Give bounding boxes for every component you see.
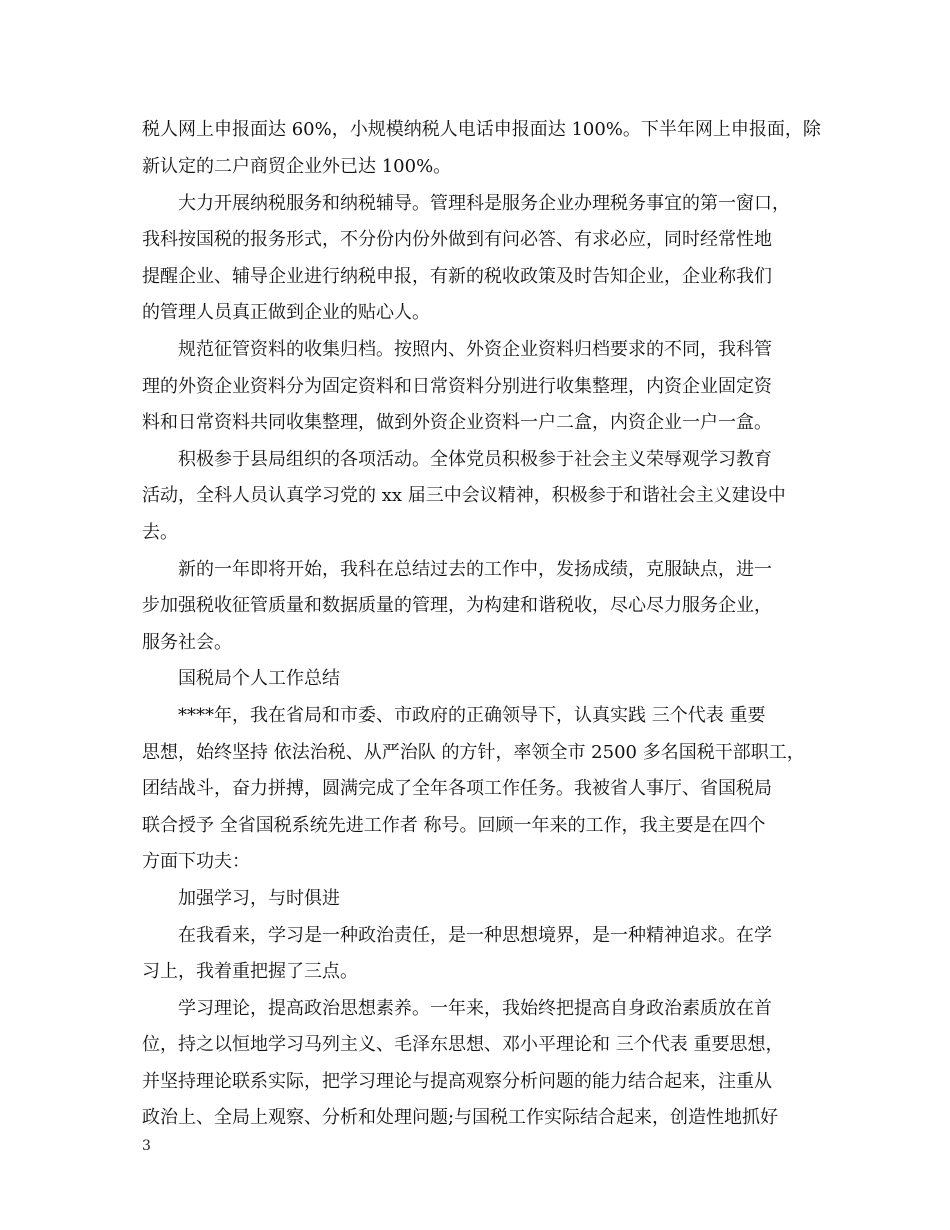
paragraph-start-line: 大力开展纳税服务和纳税辅导。管理科是服务企业办理税务事宜的第一窗口， [178,193,790,214]
text-line: 新认定的二户商贸企业外已达 100%。 [142,156,452,177]
subsection-title: 加强学习，与时俱进 [178,888,340,909]
paragraph-start-line: 规范征管资料的收集归档。按照内、外资企业资料归档要求的不同，我科管 [178,339,772,360]
text-line: 服务社会。 [142,632,232,653]
text-line: 去。 [142,522,178,543]
text-line: 料和日常资料共同收集整理，做到外资企业资料一户二盒，内资企业一户一盒。 [142,412,772,433]
paragraph-start-line: 积极参于县局组织的各项活动。全体党员积极参于社会主义荣辱观学习教育 [178,449,772,470]
text-line: 理的外资企业资料分为固定资料和日常资料分别进行收集整理，内资企业固定资 [142,376,772,397]
text-line: 活动，全科人员认真学习党的 xx 届三中会议精神，积极参于和谐社会主义建设中 [142,485,786,506]
text-line: 税人网上申报面达 60%，小规模纳税人电话申报面达 100%。下半年网上申报面，除 [142,119,821,140]
page-number: 3 [142,1138,151,1154]
text-line: 习上，我着重把握了三点。 [142,961,358,982]
paragraph-start-line: ****年，我在省局和市委、市政府的正确领导下，认真实践 三个代表 重要 [178,705,766,726]
text-line: 政治上、全局上观察、分析和处理问题;与国税工作实际结合起来，创造性地抓好 [142,1107,779,1128]
text-line: 位，持之以恒地学习马列主义、毛泽东思想、邓小平理论和 三个代表 重要思想， [142,1034,784,1055]
text-line: 的管理人员真正做到企业的贴心人。 [142,302,430,323]
paragraph-start-line: 在我看来，学习是一种政治责任，是一种思想境界，是一种精神追求。在学 [178,925,772,946]
text-line: 方面下功夫： [142,851,250,872]
text-line: 思想，始终坚持 依法治税、从严治队 的方针，率领全市 2500 多名国税干部职工， [142,742,805,763]
text-line: 联合授予 全省国税系统先进工作者 称号。回顾一年来的工作，我主要是在四个 [142,815,766,836]
paragraph-start-line: 学习理论，提高政治思想素养。一年来，我始终把提高自身政治素质放在首 [178,998,772,1019]
paragraph-start-line: 新的一年即将开始，我科在总结过去的工作中，发扬成绩，克服缺点，进一 [178,559,772,580]
text-line: 我科按国税的报务形式，不分份内份外做到有问必答、有求必应，同时经常性地 [142,229,772,250]
text-line: 提醒企业、辅导企业进行纳税申报，有新的税收政策及时告知企业，企业称我们 [142,266,772,287]
text-line: 步加强税收征管质量和数据质量的管理，为构建和谐税收，尽心尽力服务企业， [142,595,772,616]
section-title: 国税局个人工作总结 [178,668,340,689]
text-line: 团结战斗，奋力拼搏，圆满完成了全年各项工作任务。我被省人事厅、省国税局 [142,778,772,799]
text-line: 并坚持理论联系实际，把学习理论与提高观察分析问题的能力结合起来，注重从 [142,1071,772,1092]
